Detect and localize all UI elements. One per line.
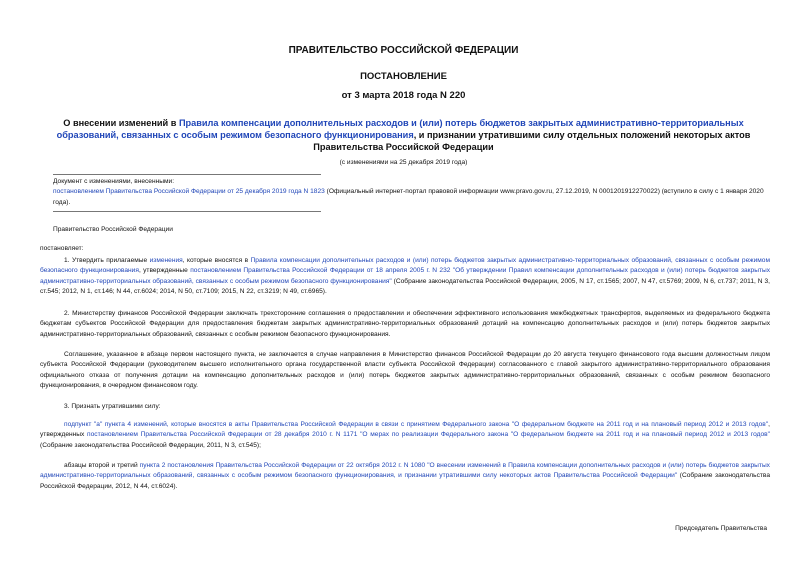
paragraph-4: 3. Признать утратившими силу: — [64, 403, 161, 410]
p1-link-rules[interactable]: Правила компенсации дополнительных расходов и (или) потерь бюджетов закрытых административно-территориальных образований, связанных с особым режимом безопасного функционирования — [40, 257, 770, 275]
doc-type-heading: ПОСТАНОВЛЕНИЕ — [360, 71, 447, 82]
government-heading: ПРАВИТЕЛЬСТВО РОССИЙСКОЙ ФЕДЕРАЦИИ — [288, 45, 519, 56]
p1-link-changes[interactable]: изменения — [149, 257, 183, 264]
changes-label: Документ с изменениями, внесенными: — [53, 178, 175, 185]
p5-link-decree-1171[interactable]: постановлением Правительства Российской Федерации от 28 декабря 2010 г. N 1171 "О мерах по реализации Федерального закона "О федеральном бюджете на 2011 год и на плановый период 2012 и 2013 годов" — [87, 431, 770, 439]
changes-text — [53, 187, 773, 208]
changes-note: (с изменениями на 25 декабря 2019 года) — [339, 159, 468, 166]
p6-link-decree-1080[interactable]: пункта 2 постановления Правительства Российской Федерации от 22 октября 2012 г. N 1080 "О внесении изменений в Правила компенсации дополнительных расходов и (или) потерь бюджетов закрытых административно-территориальных образований, связанных с особым режимом безопасного функционирования, и признании утратившими силу некоторых актов Правительства Российской Федерации" — [40, 462, 770, 480]
title-link-rules[interactable]: Правила компенсации дополнительных расходов и (или) потерь бюджетов закрытых административно-территориальных образований, связанных с особым режимом безопасного функционирования — [56, 118, 744, 140]
p6-text-b: (Собрание законодательства Российской Федерации, 2012, N 44, ст.6024). — [40, 472, 770, 490]
p1-text-c: , утвержденные — [138, 267, 191, 275]
changes-rest: (Официальный интернет-портал правовой информации www.pravo.gov.ru, 27.12.2019, N 0001201912270022) (вступило в силу с 1 января 2020 года). — [53, 188, 764, 206]
p5-text-b: (Собрание законодательства Российской Федерации, 2011, N 3, ст.545); — [40, 441, 261, 449]
decree-word: постановляет: — [40, 245, 84, 252]
p5-text: , утвержденных — [40, 421, 770, 439]
paragraph-5 — [40, 420, 770, 451]
p5-link-changes[interactable]: подпункт "а" пункта 4 изменений, которые вносятся в акты Правительства Российской Федерации в связи с принятием Федерального закона "О федеральном бюджете на 2011 год и на плановый период 2012 и 2013 годов" — [64, 421, 769, 428]
paragraph-6 — [40, 461, 770, 492]
title-text: О внесении изменений в — [63, 118, 179, 128]
changes-block — [53, 177, 773, 208]
p1-link-decree-232[interactable]: постановлением Правительства Российской Федерации от 18 апреля 2005 г. N 232 "Об утверждении Правил компенсации дополнительных расходов и (или) потерь бюджетов закрытых административно-территориальных образований, связанных с особым режимом безопасного функционирования" — [40, 267, 770, 285]
divider-top — [53, 174, 321, 175]
doc-date: от 3 марта 2018 года N 220 — [341, 90, 466, 101]
paragraph-1 — [40, 256, 770, 297]
paragraph-3: Соглашение, указанное в абзаце первом настоящего пункта, не заключается в случае направления в Министерство финансов Российской Федерации до 20 августа текущего финансового года высшим должностным лицом субъекта Российской Федерации (руководителем высшего исполнительного органа государственной власти субъекта Российской Федерации) согласованного с главой закрытого административно-территориального образования официального отказа от получения дотации на компенсацию дополнительных расходов и (или) потерь бюджетов закрытых административно-территориальных образований, связанных с особым режимом безопасного функционирования, в очередном финансовом году. — [40, 351, 770, 389]
issuer: Правительство Российской Федерации — [53, 226, 173, 233]
signature: Председатель Правительства — [675, 525, 767, 532]
p6-text: абзацы второй и третий — [64, 462, 140, 469]
p1-text-d: (Собрание законодательства Российской Федерации, 2005, N 17, ст.1565; 2007, N 47, ст.5769; 2009, N 6, ст.737; 2011, N 3, ст.545; 2012, N 1, ст.146; N 44, ст.6024; 2014, N 50, ст.7109; 2015, N 22, ст.3219; N 49, ст.6965). — [40, 277, 771, 295]
divider-bottom — [53, 211, 321, 212]
changes-link[interactable]: постановлением Правительства Российской Федерации от 25 декабря 2019 года N 1823 — [53, 188, 325, 196]
document-title — [40, 117, 767, 153]
title-text-end: , и признании утратившими силу отдельных положений некоторых актов Правительства Российской Федерации — [313, 130, 751, 152]
paragraph-2: 2. Министерству финансов Российской Федерации заключать трехсторонние соглашения о предоставлении и обеспечении эффективного использования межбюджетных трансфертов, выделяемых из федерального бюджета бюджетам субъектов Российской Федерации для предоставления бюджетам закрытых административно-территориальных образований дотаций на компенсацию дополнительных расходов и (или) потерь бюджетов закрытых административно-территориальных образований, связанных с особым режимом безопасного функционирования. — [40, 310, 770, 338]
p1-text: 1. Утвердить прилагаемые — [64, 257, 150, 264]
p1-text-b: , которые вносятся в — [182, 257, 251, 264]
